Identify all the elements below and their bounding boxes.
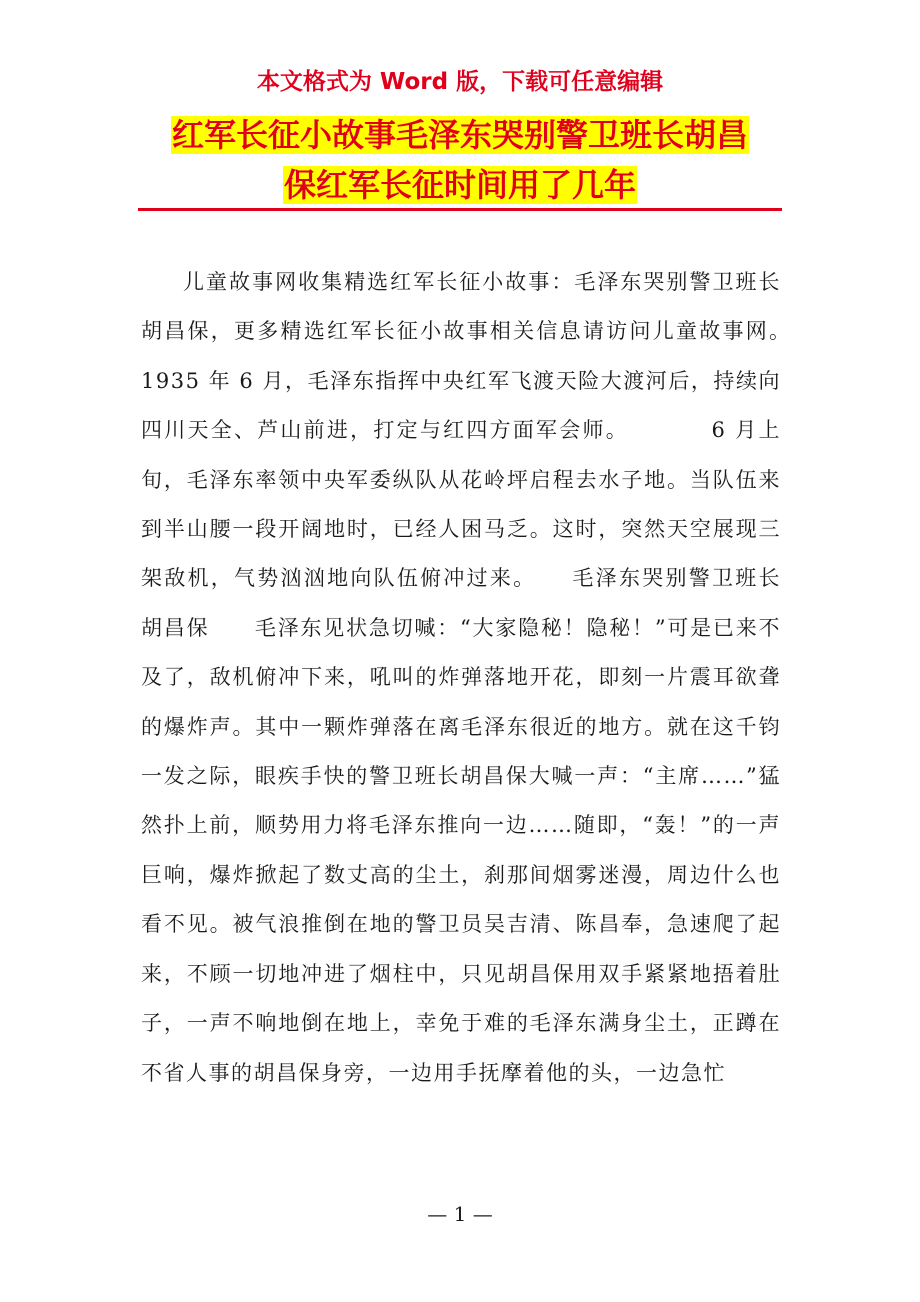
body-paragraph: 儿童故事网收集精选红军长征小故事：毛泽东哭别警卫班长胡昌保，更多精选红军长征小故事相关信息请访问儿童故事网。 1935 年 6 月，毛泽东指挥中央红军飞渡天险大渡河后，持续向四川天全、芦山前进，打定与红四方面军会师。 6 月上旬，毛泽东率领中央军委纵队从花岭坪启程去水子地。当队伍来到半山腰一段开阔地时，已经人困马乏。这时，突然天空展现三架敌机，气势汹汹地向队伍俯冲过来。 毛泽东哭别警卫班长胡昌保 毛泽东见状急切喊：“大家隐秘！隐秘！”可是已来不及了，敌机俯冲下来，吼叫的炸弹落地开花，即刻一片震耳欲聋的爆炸声。其中一颗炸弹落在离毛泽东很近的地方。就在这千钧一发之际，眼疾手快的警卫班长胡昌保大喊一声：“主席……”猛然扑上前，顺势用力将毛泽东推向一边……随即，“轰！”的一声巨响，爆炸掀起了数丈高的尘土，刹那间烟雾迷漫，周边什么也看不见。被气浪推倒在地的警卫员吴吉清、陈昌奉，急速爬了起来，不顾一切地冲进了烟柱中，只见胡昌保用双手紧紧地捂着肚子，一声不响地倒在地上，幸免于难的毛泽东满身尘土，正蹲在不省人事的胡昌保身旁，一边用手抚摩着他的头，一边急忙 (141, 270, 826, 1085)
title-line-2: 保红军长征时间用了几年 (283, 166, 636, 204)
document-title (138, 110, 782, 210)
title-line-1: 红军长征小故事毛泽东哭别警卫班长胡昌 (171, 116, 748, 154)
page-number: — 1 — (427, 1202, 493, 1226)
download-notice: 本文格式为 Word 版，下载可任意编辑 (256, 69, 664, 95)
title-divider (138, 208, 782, 211)
